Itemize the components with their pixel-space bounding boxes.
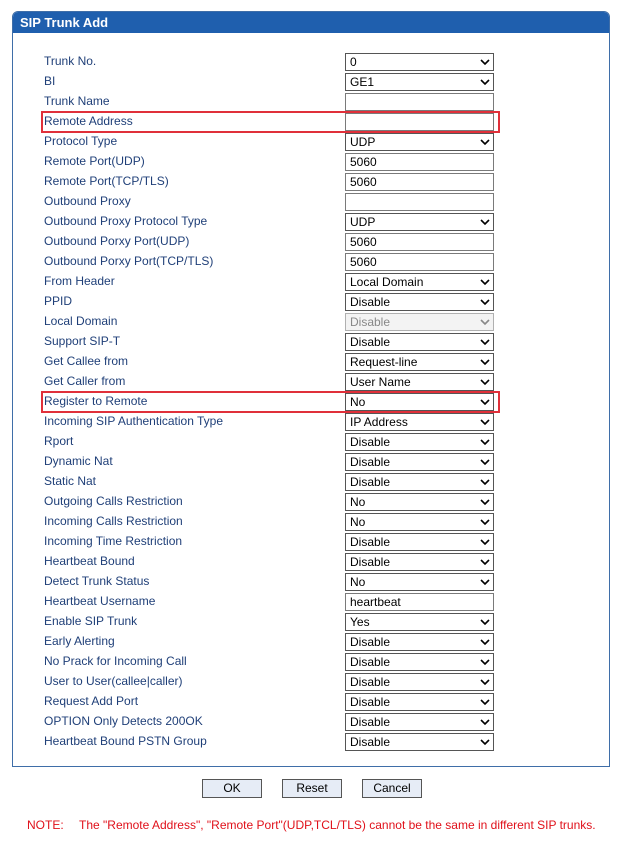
- outgoing-calls-restriction-label: Outgoing Calls Restriction: [44, 494, 183, 508]
- early-alerting-label: Early Alerting: [44, 634, 115, 648]
- no-prack-for-incoming-call-select[interactable]: [345, 653, 494, 671]
- local-domain-select: [345, 313, 494, 331]
- outbound-porxy-port-tcp-tls-input[interactable]: 5060: [345, 253, 494, 271]
- row-register-to-remote: [13, 392, 609, 412]
- ppid-select[interactable]: [345, 293, 494, 311]
- row-trunk-no: [13, 52, 609, 72]
- row-outbound-porxy-port-tcp-tls: [13, 252, 609, 272]
- outbound-porxy-port-udp-input[interactable]: 5060: [345, 233, 494, 251]
- support-sip-t-label: Support SIP-T: [44, 334, 121, 348]
- row-incoming-time-restriction: [13, 532, 609, 552]
- ok-button[interactable]: OK: [202, 779, 262, 798]
- chevron-down-icon: [480, 378, 490, 386]
- static-nat-label: Static Nat: [44, 474, 97, 488]
- ppid-label: PPID: [44, 294, 73, 308]
- incoming-calls-restriction-label: Incoming Calls Restriction: [44, 514, 183, 528]
- request-add-port-select[interactable]: [345, 693, 494, 711]
- remote-port-tcp-tls-label: Remote Port(TCP/TLS): [44, 174, 169, 188]
- register-to-remote-select[interactable]: [345, 393, 494, 411]
- row-rport: [13, 432, 609, 452]
- heartbeat-username-input[interactable]: heartbeat: [345, 593, 494, 611]
- row-remote-port-tcp-tls: [13, 172, 609, 192]
- chevron-down-icon: [480, 518, 490, 526]
- outbound-proxy-protocol-type-selected-value: UDP: [350, 215, 376, 229]
- incoming-time-restriction-label: Incoming Time Restriction: [44, 534, 183, 548]
- chevron-down-icon: [480, 358, 490, 366]
- dynamic-nat-select[interactable]: [345, 453, 494, 471]
- chevron-down-icon: [480, 318, 490, 326]
- row-enable-sip-trunk: [13, 612, 609, 632]
- outbound-proxy-protocol-type-select[interactable]: [345, 213, 494, 231]
- heartbeat-username-label: Heartbeat Username: [44, 594, 156, 608]
- row-local-domain: [13, 312, 609, 332]
- protocol-type-label: Protocol Type: [44, 134, 118, 148]
- enable-sip-trunk-label: Enable SIP Trunk: [44, 614, 138, 628]
- row-get-callee-from: [13, 352, 609, 372]
- outbound-porxy-port-udp-label: Outbound Porxy Port(UDP): [44, 234, 190, 248]
- get-caller-from-select[interactable]: [345, 373, 494, 391]
- rport-selected-value: Disable: [350, 435, 391, 449]
- row-trunk-name: [13, 92, 609, 112]
- chevron-down-icon: [480, 298, 490, 306]
- chevron-down-icon: [480, 658, 490, 666]
- row-dynamic-nat: [13, 452, 609, 472]
- incoming-time-restriction-select[interactable]: [345, 533, 494, 551]
- trunk-no-select[interactable]: [345, 53, 494, 71]
- row-request-add-port: [13, 692, 609, 712]
- row-option-only-detects-200ok: [13, 712, 609, 732]
- heartbeat-bound-pstn-group-select[interactable]: [345, 733, 494, 751]
- row-heartbeat-bound: [13, 552, 609, 572]
- chevron-down-icon: [480, 498, 490, 506]
- chevron-down-icon: [480, 218, 490, 226]
- row-incoming-calls-restriction: [13, 512, 609, 532]
- row-from-header: [13, 272, 609, 292]
- option-only-detects-200ok-select[interactable]: [345, 713, 494, 731]
- cancel-button[interactable]: Cancel: [362, 779, 422, 798]
- row-outbound-proxy-protocol-type: [13, 212, 609, 232]
- bi-label: BI: [44, 74, 56, 88]
- remote-port-udp-label: Remote Port(UDP): [44, 154, 145, 168]
- row-ppid: [13, 292, 609, 312]
- incoming-sip-authentication-type-select[interactable]: [345, 413, 494, 431]
- detect-trunk-status-label: Detect Trunk Status: [44, 574, 150, 588]
- row-outbound-proxy: [13, 192, 609, 212]
- row-heartbeat-username: [13, 592, 609, 612]
- chevron-down-icon: [480, 558, 490, 566]
- from-header-label: From Header: [44, 274, 115, 288]
- dynamic-nat-label: Dynamic Nat: [44, 454, 113, 468]
- protocol-type-selected-value: UDP: [350, 135, 376, 149]
- chevron-down-icon: [480, 618, 490, 626]
- heartbeat-bound-selected-value: Disable: [350, 555, 391, 569]
- support-sip-t-select[interactable]: [345, 333, 494, 351]
- note-label: NOTE:: [27, 818, 64, 832]
- heartbeat-bound-label: Heartbeat Bound: [44, 554, 135, 568]
- outgoing-calls-restriction-select[interactable]: [345, 493, 494, 511]
- chevron-down-icon: [480, 738, 490, 746]
- note-text: [27, 818, 596, 832]
- row-heartbeat-bound-pstn-group: [13, 732, 609, 752]
- row-detect-trunk-status: [13, 572, 609, 592]
- from-header-selected-value: Local Domain: [350, 275, 424, 289]
- support-sip-t-selected-value: Disable: [350, 335, 391, 349]
- form-rows: [13, 52, 609, 752]
- from-header-select[interactable]: [345, 273, 494, 291]
- remote-address-input[interactable]: [345, 113, 494, 131]
- user-to-user-callee-caller-select[interactable]: [345, 673, 494, 691]
- chevron-down-icon: [480, 338, 490, 346]
- chevron-down-icon: [480, 578, 490, 586]
- enable-sip-trunk-selected-value: Yes: [350, 615, 370, 629]
- dynamic-nat-selected-value: Disable: [350, 455, 391, 469]
- user-to-user-callee-caller-selected-value: Disable: [350, 675, 391, 689]
- sip-trunk-add-panel: [12, 11, 610, 767]
- chevron-down-icon: [480, 78, 490, 86]
- outbound-proxy-input[interactable]: [345, 193, 494, 211]
- detect-trunk-status-select[interactable]: [345, 573, 494, 591]
- chevron-down-icon: [480, 478, 490, 486]
- static-nat-selected-value: Disable: [350, 475, 391, 489]
- early-alerting-select[interactable]: [345, 633, 494, 651]
- outbound-proxy-label: Outbound Proxy: [44, 194, 131, 208]
- no-prack-for-incoming-call-selected-value: Disable: [350, 655, 391, 669]
- chevron-down-icon: [480, 58, 490, 66]
- outbound-porxy-port-tcp-tls-label: Outbound Porxy Port(TCP/TLS): [44, 254, 214, 268]
- option-only-detects-200ok-selected-value: Disable: [350, 715, 391, 729]
- incoming-calls-restriction-select[interactable]: [345, 513, 494, 531]
- chevron-down-icon: [480, 278, 490, 286]
- row-incoming-sip-authentication-type: [13, 412, 609, 432]
- rport-select[interactable]: [345, 433, 494, 451]
- row-outgoing-calls-restriction: [13, 492, 609, 512]
- chevron-down-icon: [480, 418, 490, 426]
- heartbeat-bound-pstn-group-selected-value: Disable: [350, 735, 391, 749]
- row-outbound-porxy-port-udp: [13, 232, 609, 252]
- register-to-remote-label: Register to Remote: [44, 394, 148, 408]
- trunk-name-label: Trunk Name: [44, 94, 110, 108]
- incoming-sip-authentication-type-label: Incoming SIP Authentication Type: [44, 414, 224, 428]
- row-support-sip-t: [13, 332, 609, 352]
- option-only-detects-200ok-label: OPTION Only Detects 200OK: [44, 714, 203, 728]
- enable-sip-trunk-select[interactable]: [345, 613, 494, 631]
- ppid-selected-value: Disable: [350, 295, 391, 309]
- static-nat-select[interactable]: [345, 473, 494, 491]
- chevron-down-icon: [480, 698, 490, 706]
- row-early-alerting: [13, 632, 609, 652]
- user-to-user-callee-caller-label: User to User(callee|caller): [44, 674, 183, 688]
- chevron-down-icon: [480, 718, 490, 726]
- trunk-no-label: Trunk No.: [44, 54, 97, 68]
- get-caller-from-selected-value: User Name: [350, 375, 411, 389]
- chevron-down-icon: [480, 638, 490, 646]
- get-callee-from-select[interactable]: [345, 353, 494, 371]
- request-add-port-selected-value: Disable: [350, 695, 391, 709]
- outbound-proxy-protocol-type-label: Outbound Proxy Protocol Type: [44, 214, 208, 228]
- chevron-down-icon: [480, 438, 490, 446]
- no-prack-for-incoming-call-label: No Prack for Incoming Call: [44, 654, 187, 668]
- chevron-down-icon: [480, 398, 490, 406]
- row-protocol-type: [13, 132, 609, 152]
- heartbeat-bound-select[interactable]: [345, 553, 494, 571]
- chevron-down-icon: [480, 538, 490, 546]
- chevron-down-icon: [480, 138, 490, 146]
- bi-select[interactable]: [345, 73, 494, 91]
- action-buttons: [0, 779, 622, 799]
- get-callee-from-label: Get Callee from: [44, 354, 129, 368]
- early-alerting-selected-value: Disable: [350, 635, 391, 649]
- row-get-caller-from: [13, 372, 609, 392]
- remote-port-tcp-tls-input[interactable]: 5060: [345, 173, 494, 191]
- heartbeat-bound-pstn-group-label: Heartbeat Bound PSTN Group: [44, 734, 207, 748]
- protocol-type-select[interactable]: [345, 133, 494, 151]
- incoming-sip-authentication-type-selected-value: IP Address: [350, 415, 408, 429]
- row-bi: [13, 72, 609, 92]
- incoming-calls-restriction-selected-value: No: [350, 515, 366, 529]
- row-static-nat: [13, 472, 609, 492]
- bi-selected-value: GE1: [350, 75, 375, 89]
- local-domain-label: Local Domain: [44, 314, 118, 328]
- outgoing-calls-restriction-selected-value: No: [350, 495, 366, 509]
- get-caller-from-label: Get Caller from: [44, 374, 126, 388]
- panel-title: SIP Trunk Add: [13, 12, 609, 33]
- register-to-remote-selected-value: No: [350, 395, 366, 409]
- detect-trunk-status-selected-value: No: [350, 575, 366, 589]
- trunk-name-input[interactable]: [345, 93, 494, 111]
- row-user-to-user-callee-caller: [13, 672, 609, 692]
- remote-address-label: Remote Address: [44, 114, 133, 128]
- chevron-down-icon: [480, 678, 490, 686]
- reset-button[interactable]: Reset: [282, 779, 342, 798]
- chevron-down-icon: [480, 458, 490, 466]
- trunk-no-selected-value: 0: [350, 55, 357, 69]
- row-remote-port-udp: [13, 152, 609, 172]
- rport-label: Rport: [44, 434, 74, 448]
- row-remote-address: [13, 112, 609, 132]
- get-callee-from-selected-value: Request-line: [350, 355, 418, 369]
- remote-port-udp-input[interactable]: 5060: [345, 153, 494, 171]
- request-add-port-label: Request Add Port: [44, 694, 139, 708]
- incoming-time-restriction-selected-value: Disable: [350, 535, 391, 549]
- local-domain-selected-value: Disable: [350, 315, 391, 329]
- row-no-prack-for-incoming-call: [13, 652, 609, 672]
- note-body: The "Remote Address", "Remote Port"(UDP,TCL/TLS) cannot be the same in different SIP trunks.: [79, 818, 596, 832]
